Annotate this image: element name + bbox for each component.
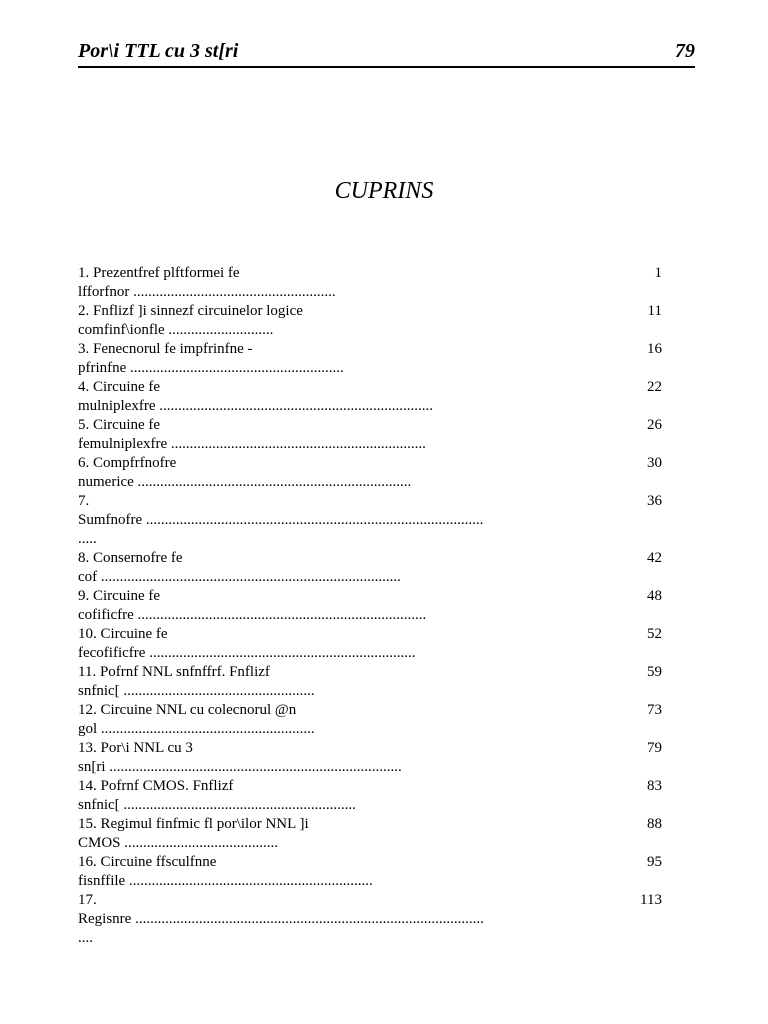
toc-entry-page: 79 bbox=[647, 740, 662, 756]
toc-entry-title: 5. Circuine fe femulniplexfre .................................................................... bbox=[78, 417, 426, 452]
toc-entry-title: 12. Circuine NNL cu colecnorul @n gol ......................................................... bbox=[78, 702, 315, 737]
toc-entry-title: 1. Prezentfref plftformei fe lfforfnor ...................................................... bbox=[78, 265, 336, 300]
toc-entry-title: 11. Pofrnf NNL snfnffrf. Fnflizf snfnic[ ................................................... bbox=[78, 664, 315, 699]
toc-entry-title: 6. Compfrfnofre numerice ......................................................................... bbox=[78, 455, 412, 490]
toc-entry-page: 73 bbox=[647, 702, 662, 718]
toc-entry-page: 52 bbox=[647, 626, 662, 642]
toc-entry-page: 22 bbox=[647, 379, 662, 395]
toc-entry bbox=[78, 815, 662, 853]
toc-entry-page: 1 bbox=[654, 265, 662, 281]
toc-entry bbox=[78, 549, 662, 587]
toc-entry-title: 10. Circuine fe fecofificfre ....................................................................... bbox=[78, 626, 416, 661]
toc-entry-page: 113 bbox=[640, 892, 662, 908]
toc-entry bbox=[78, 701, 662, 739]
toc-entry-title: 16. Circuine ffsculfnne fisnffile ................................................................. bbox=[78, 854, 373, 889]
toc-entry-page: 88 bbox=[647, 816, 662, 832]
toc-entry bbox=[78, 416, 662, 454]
toc-entry-title: 17. Regisnre ............................................................................................. .... bbox=[78, 892, 484, 946]
toc-entry-title: 8. Consernofre fe cof ................................................................................ bbox=[78, 550, 401, 585]
toc-entry bbox=[78, 891, 662, 948]
toc-entry-title: 2. Fnflizf ]i sinnezf circuinelor logice comfinf\ionfle ............................ bbox=[78, 303, 303, 338]
table-of-contents bbox=[78, 264, 662, 948]
toc-entry bbox=[78, 587, 662, 625]
toc-entry-title: 3. Fenecnorul fe impfrinfne - pfrinfne ......................................................... bbox=[78, 341, 344, 376]
toc-entry-title: 9. Circuine fe cofificfre ............................................................................. bbox=[78, 588, 427, 623]
toc-entry-page: 48 bbox=[647, 588, 662, 604]
toc-entry bbox=[78, 663, 662, 701]
toc-entry bbox=[78, 625, 662, 663]
toc-entry-title: 15. Regimul finfmic fl por\ilor NNL ]i CMOS ......................................... bbox=[78, 816, 309, 851]
toc-entry bbox=[78, 492, 662, 549]
page-title: CUPRINS bbox=[334, 178, 434, 204]
toc-entry-page: 83 bbox=[647, 778, 662, 794]
toc-entry bbox=[78, 340, 662, 378]
toc-entry bbox=[78, 378, 662, 416]
toc-entry bbox=[78, 739, 662, 777]
toc-entry bbox=[78, 302, 662, 340]
toc-entry-title: 7. Sumfnofre .......................................................................................... ..... bbox=[78, 493, 484, 547]
toc-entry-page: 42 bbox=[647, 550, 662, 566]
toc-entry-page: 36 bbox=[647, 493, 662, 509]
toc-entry-page: 30 bbox=[647, 455, 662, 471]
toc-entry-page: 59 bbox=[647, 664, 662, 680]
running-header bbox=[78, 38, 695, 68]
toc-entry-page: 26 bbox=[647, 417, 662, 433]
header-title: Por\i TTL cu 3 st[ri bbox=[78, 40, 239, 62]
toc-entry-title: 4. Circuine fe mulniplexfre ......................................................................... bbox=[78, 379, 433, 414]
toc-entry-page: 95 bbox=[647, 854, 662, 870]
toc-entry bbox=[78, 853, 662, 891]
toc-entry-title: 13. Por\i NNL cu 3 sn[ri .............................................................................. bbox=[78, 740, 402, 775]
toc-entry bbox=[78, 777, 662, 815]
toc-entry-page: 16 bbox=[647, 341, 662, 357]
toc-entry bbox=[78, 454, 662, 492]
toc-entry-page: 11 bbox=[647, 303, 662, 319]
toc-entry bbox=[78, 264, 662, 302]
header-page-number: 79 bbox=[675, 40, 695, 62]
toc-entry-title: 14. Pofrnf CMOS. Fnflizf snfnic[ .............................................................. bbox=[78, 778, 356, 813]
